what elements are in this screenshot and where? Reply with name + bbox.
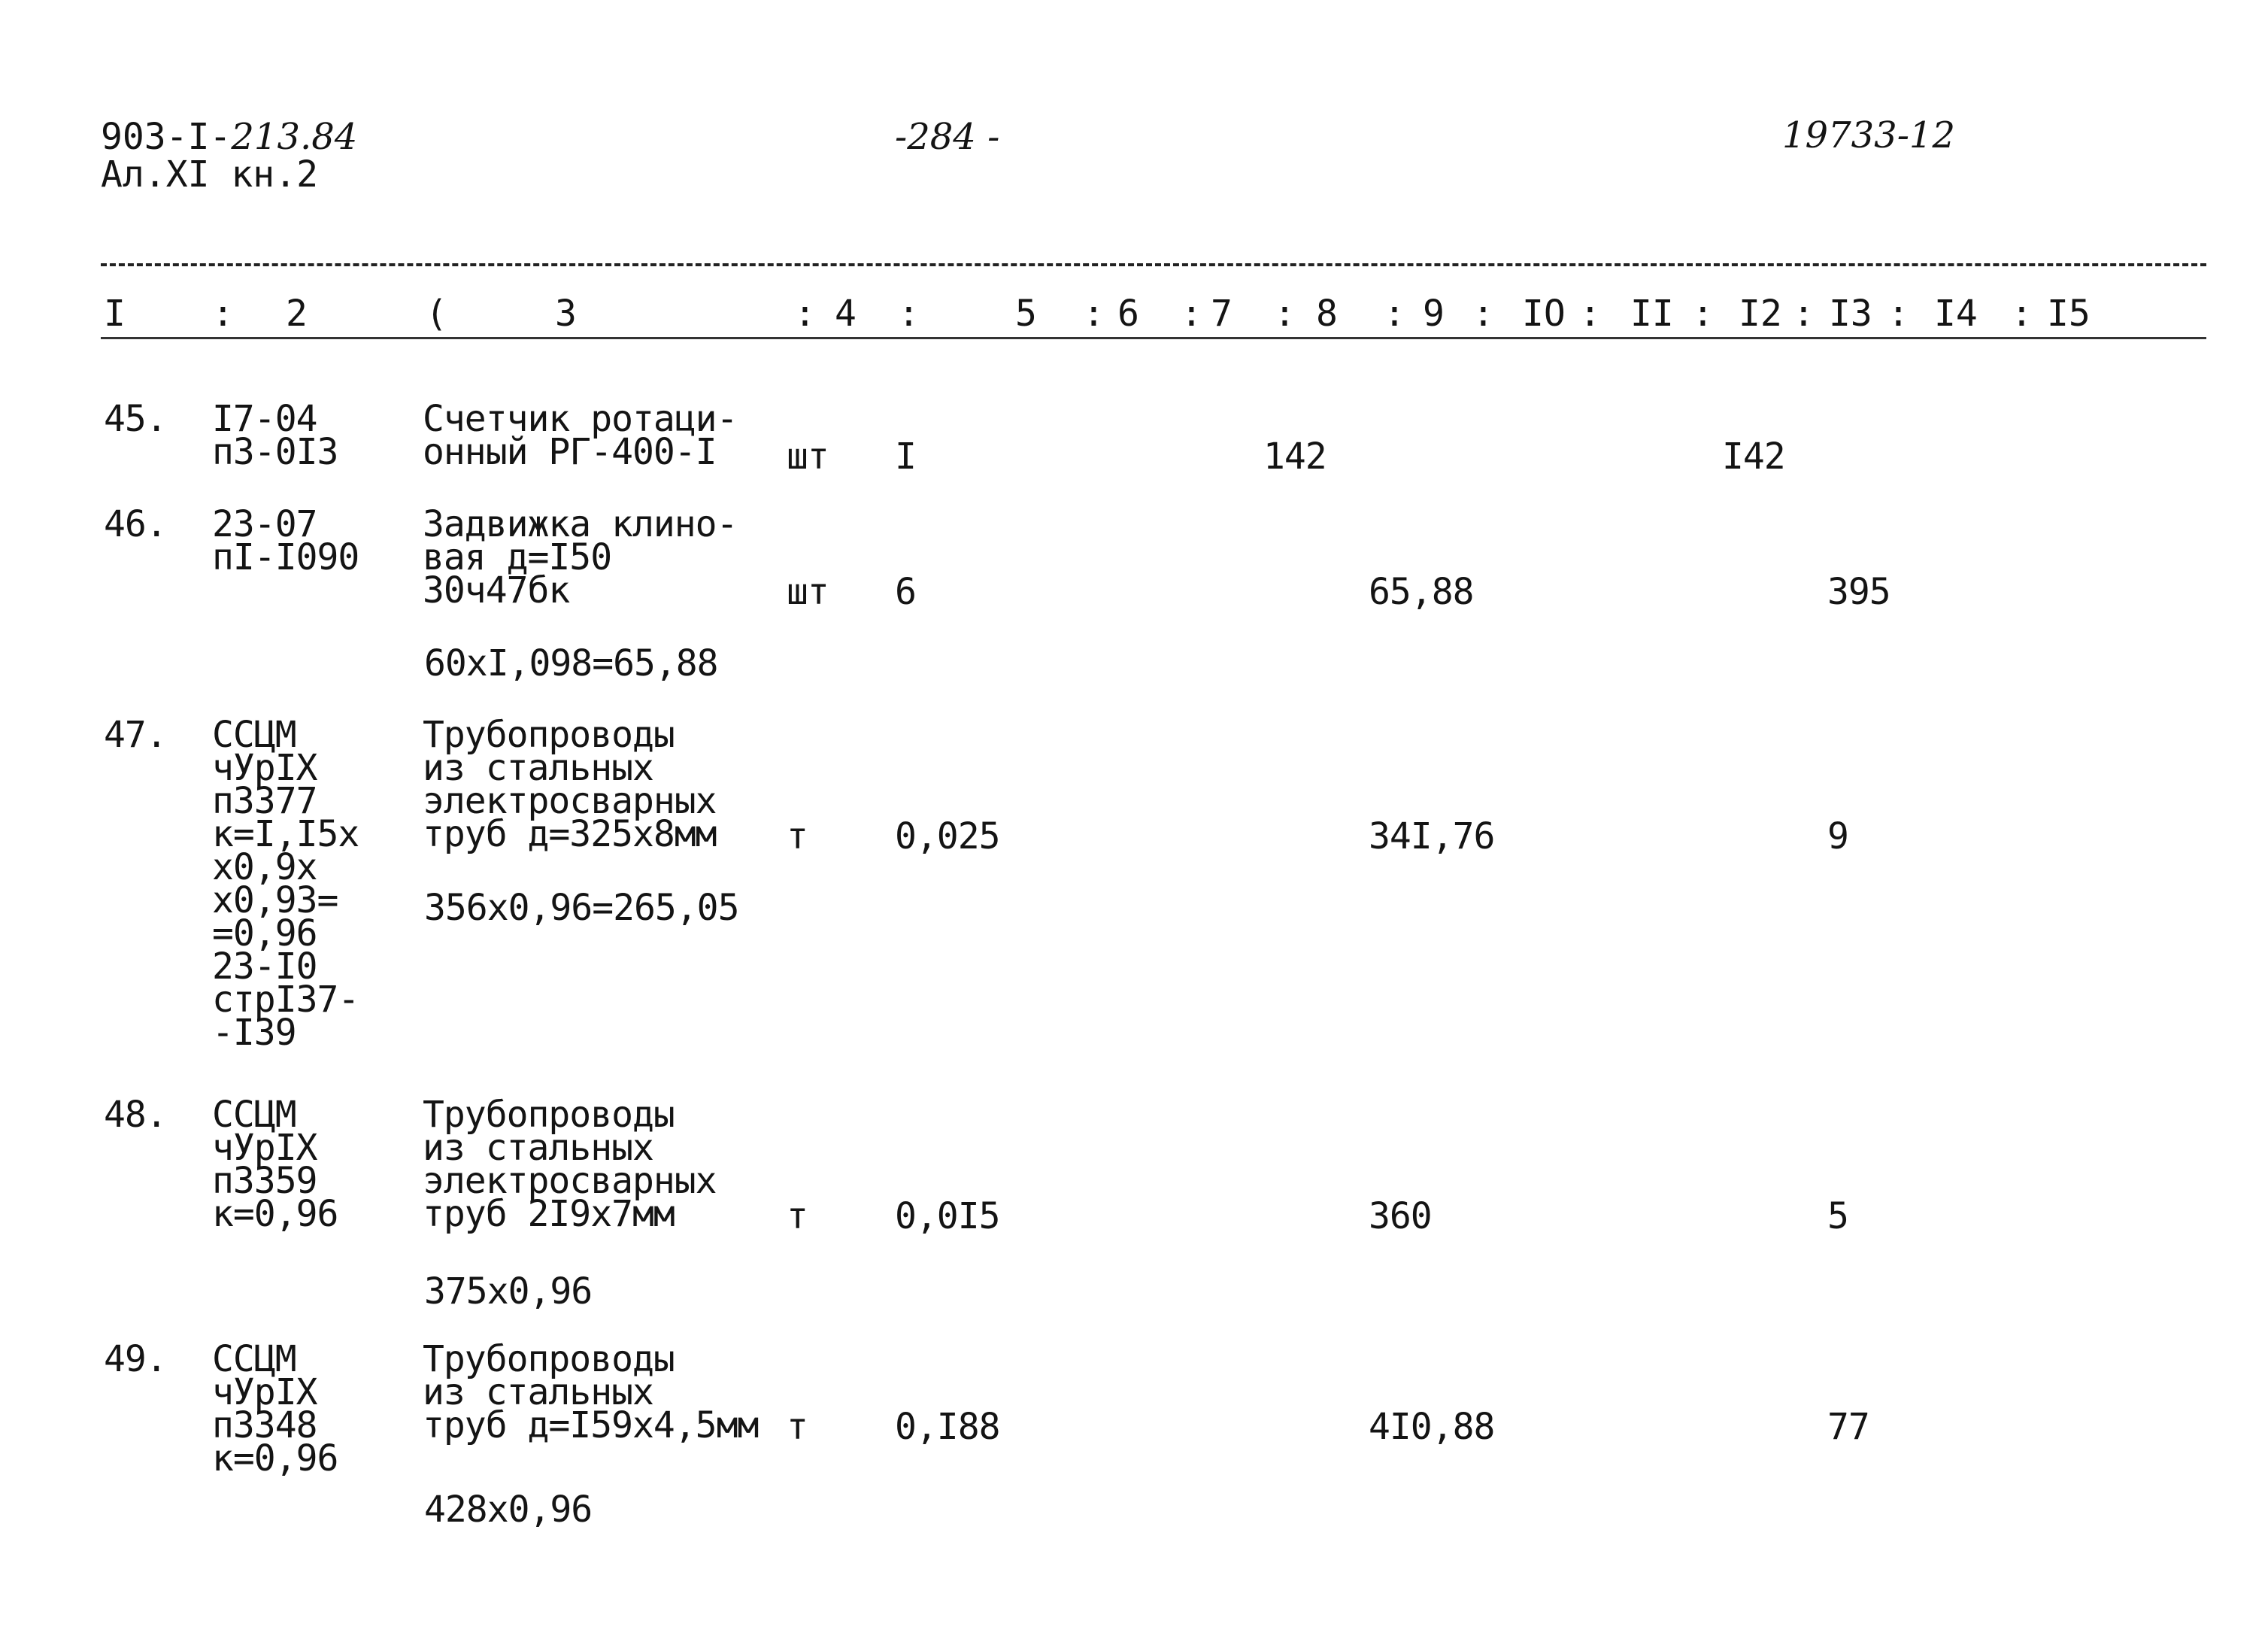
row-price: 360 — [1369, 1195, 1432, 1237]
row-name: Задвижка клино- вая д=I50 30ч47бк — [423, 503, 738, 612]
row-total: 9 — [1827, 815, 1848, 857]
column-separator: : — [1692, 293, 1714, 335]
column-separator: : — [1083, 293, 1105, 335]
row-unit: шт — [787, 436, 829, 478]
header-underline — [101, 337, 2206, 339]
row-calc: 428х0,96 — [424, 1489, 593, 1531]
row-unit: т — [787, 1406, 808, 1448]
column-header-26: I4 — [1934, 293, 1978, 335]
row-code: I7-04 п3-0I3 — [212, 398, 338, 473]
row-num: 46. — [104, 503, 167, 545]
column-separator: : — [2011, 293, 2033, 335]
row-name: Трубопроводы из стальных электросварных труб 2I9х7мм — [423, 1094, 717, 1235]
document-code-handwritten: 213.84 — [231, 116, 358, 158]
row-qty: 6 — [895, 571, 916, 613]
row-num: 48. — [104, 1094, 167, 1136]
column-header-6: 4 — [835, 293, 857, 335]
album-label: Ал.XI кн.2 — [101, 153, 318, 196]
row-price: 34I,76 — [1369, 815, 1495, 857]
column-header-24: I3 — [1829, 293, 1872, 335]
column-header-18: IO — [1522, 293, 1566, 335]
column-separator: : — [1472, 293, 1494, 335]
column-header-10: 6 — [1117, 293, 1139, 335]
row-name: Трубопроводы из стальных труб д=I59х4,5мм — [423, 1338, 759, 1446]
column-header-0: I — [104, 293, 126, 335]
column-separator: : — [898, 293, 920, 335]
column-header-16: 9 — [1423, 293, 1445, 335]
row-total: I42 — [1722, 436, 1785, 478]
column-header-20: II — [1630, 293, 1674, 335]
row-unit: т — [787, 1195, 808, 1237]
column-separator: : — [1887, 293, 1909, 335]
top-rule — [101, 263, 2206, 266]
column-separator: : — [1181, 293, 1202, 335]
row-name: Счетчик ротаци- онный РГ-400-I — [423, 398, 738, 473]
row-num: 47. — [104, 714, 167, 756]
document-code — [101, 116, 358, 158]
column-separator: : — [1793, 293, 1815, 335]
page-number: -284 - — [895, 116, 1000, 158]
row-num: 45. — [104, 398, 167, 440]
column-header-28: I5 — [2047, 293, 2091, 335]
document-code-prefix: 903-I- — [101, 116, 232, 158]
row-total: 395 — [1827, 571, 1891, 613]
column-header-4: 3 — [555, 293, 577, 335]
row-total: 5 — [1827, 1195, 1848, 1237]
row-code: 23-07 пI-I090 — [212, 503, 359, 578]
column-header-22: I2 — [1739, 293, 1782, 335]
row-num: 49. — [104, 1338, 167, 1380]
column-separator: : — [794, 293, 816, 335]
column-separator: : — [212, 293, 234, 335]
column-separator: : — [1579, 293, 1601, 335]
column-separator: : — [1384, 293, 1405, 335]
column-separator: ( — [426, 293, 447, 335]
column-separator: : — [1274, 293, 1296, 335]
row-code: ССЦМ чУрIX п3348 к=0,96 — [212, 1338, 338, 1480]
row-qty: 0,I88 — [895, 1406, 1000, 1448]
column-header-8: 5 — [1015, 293, 1037, 335]
document-number: 19733-12 — [1782, 114, 1955, 156]
row-calc: 356х0,96=265,05 — [424, 887, 739, 929]
row-price: 4I0,88 — [1369, 1406, 1495, 1448]
row-price: 142 — [1263, 436, 1327, 478]
column-header-2: 2 — [286, 293, 308, 335]
row-unit: шт — [787, 571, 829, 613]
row-qty: 0,025 — [895, 815, 1000, 857]
column-header-14: 8 — [1316, 293, 1338, 335]
row-name: Трубопроводы из стальных электросварных труб д=325х8мм — [423, 714, 717, 855]
row-calc: 60хI,098=65,88 — [424, 642, 718, 684]
row-qty: 0,0I5 — [895, 1195, 1000, 1237]
row-unit: т — [787, 815, 808, 857]
row-qty: I — [895, 436, 916, 478]
row-code: ССЦМ чУрIX п3377 к=I,I5x x0,9x x0,93= =0,96 23-I0 стрI37- -I39 — [212, 714, 359, 1054]
row-total: 77 — [1827, 1406, 1869, 1448]
row-calc: 375х0,96 — [424, 1270, 593, 1313]
row-code: ССЦМ чУрIX п3359 к=0,96 — [212, 1094, 338, 1235]
column-header-12: 7 — [1211, 293, 1233, 335]
row-price: 65,88 — [1369, 571, 1474, 613]
